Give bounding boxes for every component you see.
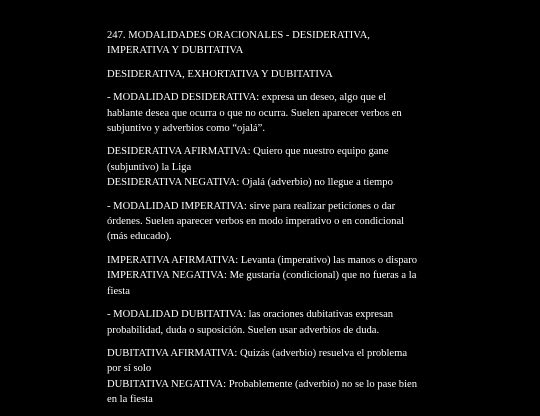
- text-line: DESIDERATIVA NEGATIVA: Ojalá (adverbio) no llegue a tiempo: [107, 177, 393, 189]
- dubitativa-examples: [107, 346, 437, 408]
- document-subtitle: [107, 67, 437, 82]
- text-line: órdenes. Suelen aparecer verbos en modo imperativo o en condicional: [107, 216, 405, 228]
- imperativa-definition: [107, 199, 437, 245]
- text-line: en la fiesta: [107, 394, 153, 406]
- text-line: - MODALIDAD DUBITATIVA: las oraciones dubitativas expresan: [107, 309, 394, 321]
- imperativa-examples: [107, 253, 437, 299]
- subtitle-line: DESIDERATIVA, EXHORTATIVA Y DUBITATIVA: [107, 68, 333, 80]
- text-line: DESIDERATIVA AFIRMATIVA: Quiero que nuestro equipo gane: [107, 146, 389, 158]
- text-line: IMPERATIVA NEGATIVA: Me gustaría (condicional) que no fueras a la: [107, 270, 417, 282]
- text-line: por sí solo: [107, 363, 152, 375]
- title-line: IMPERATIVA Y DUBITATIVA: [107, 45, 244, 57]
- text-line: fiesta: [107, 285, 130, 297]
- text-line: hablante desea que ocurra o que no ocurra. Suelen aparecer verbos en: [107, 107, 402, 119]
- text-line: (subjuntivo) la Liga: [107, 161, 192, 173]
- text-line: IMPERATIVA AFIRMATIVA: Levanta (imperativo) las manos o disparo: [107, 254, 418, 266]
- text-line: DUBITATIVA NEGATIVA: Probablemente (adverbio) no se lo pase bien: [107, 378, 418, 390]
- text-line: subjuntivo y adverbios como “ojalá”.: [107, 123, 265, 135]
- text-line: (más educado).: [107, 231, 172, 243]
- document-page: [107, 28, 437, 416]
- document-title: [107, 28, 437, 59]
- text-line: - MODALIDAD IMPERATIVA: sirve para realizar peticiones o dar: [107, 200, 396, 212]
- text-line: probabilidad, duda o suposición. Suelen usar adverbios de duda.: [107, 324, 380, 336]
- dubitativa-definition: [107, 307, 437, 338]
- text-line: - MODALIDAD DESIDERATIVA: expresa un deseo, algo que el: [107, 92, 387, 104]
- text-line: DUBITATIVA AFIRMATIVA: Quizás (adverbio) resuelva el problema: [107, 347, 408, 359]
- title-line: 247. MODALIDADES ORACIONALES - DESIDERATIVA,: [107, 30, 370, 41]
- desiderativa-definition: [107, 90, 437, 136]
- desiderativa-examples: [107, 144, 437, 190]
